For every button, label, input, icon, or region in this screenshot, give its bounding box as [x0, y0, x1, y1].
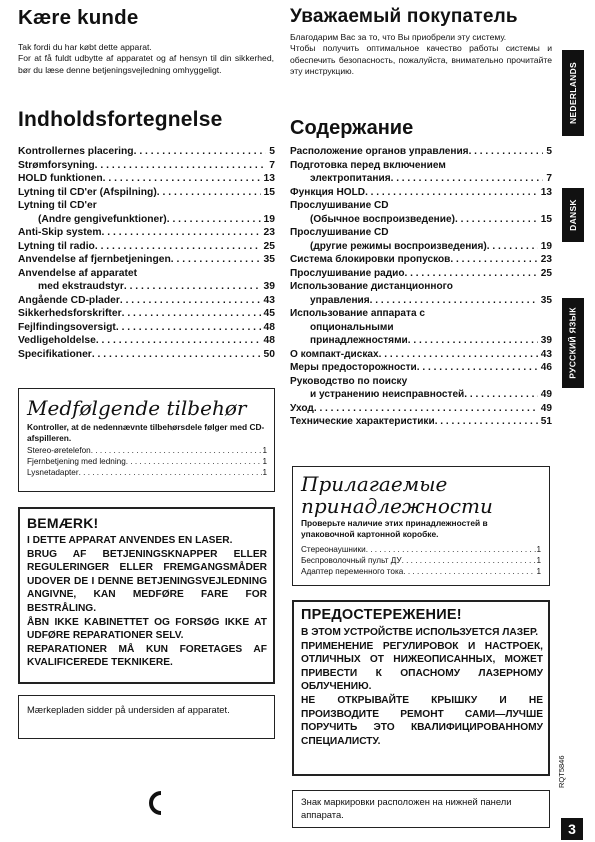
- toc-entry: [290, 253, 552, 267]
- toc-page-number: 50: [263, 348, 275, 360]
- accessory-item: [301, 567, 541, 578]
- accessories-list-da: [27, 446, 267, 478]
- tab-label: РУССКИЙ ЯЗЫК: [568, 307, 578, 379]
- toc-page-number: 25: [263, 240, 275, 252]
- toc-entry-title: Прослушивание радио: [290, 267, 405, 279]
- greeting-line: Tak fordi du har købt dette apparat.: [18, 42, 152, 52]
- warning-line: ÅBN IKKE KABINETTET OG FORSØG IKKE AT UDFØRE REPARATIONER SELV.: [27, 616, 267, 642]
- toc-page-number: 46: [540, 362, 552, 373]
- tab-dansk: [562, 188, 584, 242]
- toc-dots: [116, 321, 261, 335]
- toc-page-number: 39: [540, 335, 552, 346]
- warning-line: ПРИМЕНЕНИЕ РЕГУЛИРОВОК И НАСТРОЕК, ОТЛИЧНЫХ ОТ НИЖЕОПИСАННЫХ, МОЖЕТ ПРИВЕСТИ К ОПАСНОМУ ЛАЗЕРНОМУ ОБЛУЧЕНИЮ.: [301, 640, 543, 693]
- toc-entry-title: Использование дистанционного: [290, 281, 453, 292]
- toc-entry-title: Angående CD-plader: [18, 294, 120, 306]
- toc-dots: [103, 172, 261, 186]
- tab-label: NEDERLANDS: [568, 61, 578, 125]
- toc-entry-title: Расположение органов управления: [290, 146, 469, 157]
- toc-entry: [18, 321, 275, 335]
- toc-page-number: 19: [540, 240, 552, 252]
- greeting-line: Чтобы получить оптимальное качество работы системы и обеспечить безопасность, пожалуйста, внимательно прочитайте эту инструкцию.: [290, 43, 552, 77]
- accessory-qty: 1: [262, 456, 267, 466]
- toc-dots: [435, 415, 538, 429]
- toc-entry-title: Anvendelse af fjernbetjeningen: [18, 254, 171, 265]
- toc-entry-title: Anvendelse af apparatet: [18, 267, 138, 279]
- greeting-title-da: Kære kunde: [18, 6, 139, 29]
- toc-entry: [290, 348, 552, 362]
- toc-page-number: 13: [263, 173, 275, 184]
- toc-entry: [18, 253, 275, 267]
- accessories-box-da: [18, 388, 275, 492]
- accessory-name: Стереонаушники: [301, 545, 366, 554]
- toc-entry: [18, 280, 275, 294]
- toc-dots: [417, 361, 538, 375]
- toc-entry: [290, 294, 552, 308]
- accessory-name: Stereo-øretelefon: [27, 446, 91, 455]
- label-note-ru: Знак маркировки расположен на нижней панели аппарата.: [301, 796, 512, 820]
- toc-entry-subtitle: опциональными: [310, 321, 394, 333]
- toc-page-number: 43: [263, 294, 275, 306]
- toc-dots: [391, 172, 544, 186]
- accessory-item: [27, 446, 267, 457]
- toc-page-number: 48: [263, 335, 275, 346]
- toc-entry-subtitle: электропитания: [310, 173, 391, 184]
- greeting-line: Благодарим Вас за то, что Вы приобрели эту систему.: [290, 32, 507, 42]
- warning-line: BRUG AF BETJENINGSKNAPPER ELLER REGULERINGER ELLER FREMGANGSMÅDER UDOVER DE I DENNE BETJENINGSVEJLEDNING ANGIVNE, KAN MEDFØRE FARE FOR BESTRÅLING.: [27, 548, 267, 614]
- toc-entry: [18, 294, 275, 308]
- toc-entry: [290, 240, 552, 254]
- toc-page-number: 13: [540, 186, 552, 198]
- toc-entry: [290, 361, 552, 375]
- warning-line: I DETTE APPARAT ANVENDES EN LASER.: [27, 535, 233, 546]
- toc-entry-title: Система блокировки пропусков: [290, 254, 451, 265]
- toc-entry: [290, 334, 552, 348]
- toc-entry-title: Anti-Skip system: [18, 227, 102, 238]
- greeting-title-ru: Уважаемый покупатель: [290, 6, 518, 27]
- toc-page-number: 49: [540, 389, 552, 400]
- accessory-item: [301, 556, 541, 567]
- warning-box-ru: [292, 600, 550, 776]
- toc-page-number: 5: [546, 146, 552, 157]
- toc-page-number: 15: [540, 213, 552, 225]
- accessory-qty: 1: [536, 555, 541, 565]
- accessory-dots: [402, 556, 537, 567]
- toc-entry-title: Уход: [290, 402, 314, 414]
- toc-dots: [365, 186, 538, 200]
- toc-entry-title: Kontrollernes placering: [18, 146, 134, 157]
- warning-title-ru: ПРЕДОСТЕРЕЖЕНИЕ!: [301, 607, 462, 623]
- toc-entry: [290, 267, 552, 281]
- accessory-qty: 1: [262, 446, 267, 455]
- toc-entry-title: Sikkerhedsforskrifter: [18, 308, 122, 319]
- toc-page-number: 45: [263, 308, 275, 319]
- toc-page-number: 35: [263, 254, 275, 265]
- toc-page-number: 35: [540, 294, 552, 306]
- toc-ru: [290, 145, 552, 429]
- accessory-name: Fjernbetjening med ledning: [27, 456, 126, 466]
- toc-entry: [290, 186, 552, 200]
- toc-entry-title: Прослушивание CD: [290, 227, 389, 238]
- accessory-qty: 1: [536, 545, 541, 554]
- toc-entry-subtitle: принадлежностями: [310, 335, 408, 346]
- toc-dots: [487, 240, 538, 254]
- toc-dots: [122, 307, 261, 321]
- toc-entry: [290, 402, 552, 416]
- toc-da: [18, 145, 275, 361]
- toc-dots: [95, 159, 267, 173]
- toc-entry-title: Технические характеристики: [290, 416, 435, 427]
- accessories-intro-da: Kontroller, at de nedennævnte tilbehørsdele følger med CD-afspilleren.: [27, 422, 265, 443]
- toc-dots: [408, 334, 538, 348]
- toc-entry: [290, 415, 552, 429]
- toc-page-number: 7: [546, 173, 552, 184]
- accessory-name: Беспроволочный пульт ДУ: [301, 555, 402, 565]
- toc-entry: [18, 226, 275, 240]
- toc-page-number: 25: [540, 267, 552, 279]
- warning-body-ru: [301, 626, 543, 748]
- accessory-item: [27, 468, 267, 479]
- toc-entry-title: Использование аппарата с: [290, 308, 426, 319]
- toc-entry-title: Меры предосторожности: [290, 362, 417, 373]
- accessory-dots: [126, 457, 263, 468]
- toc-dots: [370, 294, 538, 308]
- accessory-item: [301, 545, 541, 556]
- accessory-name: Адаптер переменного тока: [301, 566, 404, 576]
- toc-dots: [120, 294, 261, 308]
- toc-page-number: 51: [540, 416, 552, 427]
- warning-line: REPARATIONER MÅ KUN FORETAGES AF KVALIFICEREDE TEKNIKERE.: [27, 643, 267, 669]
- tab-nederlands: [562, 50, 584, 136]
- toc-page-number: 19: [263, 213, 275, 225]
- toc-page-number: 39: [263, 281, 275, 292]
- tab-russkiy: [562, 298, 584, 388]
- toc-dots: [455, 213, 538, 227]
- toc-entry: [18, 334, 275, 348]
- toc-page-number: 5: [269, 146, 275, 157]
- toc-dots: [469, 145, 544, 159]
- toc-entry: [290, 145, 552, 159]
- toc-page-number: 15: [263, 186, 275, 198]
- page-number: 3: [561, 818, 583, 840]
- toc-dots: [450, 253, 537, 267]
- toc-entry: [290, 172, 552, 186]
- warning-title-da: BEMÆRK!: [27, 515, 99, 531]
- accessory-dots: [91, 446, 263, 457]
- toc-entry-title: Fejlfindingsoversigt: [18, 321, 116, 333]
- toc-entry: [18, 348, 275, 362]
- toc-dots: [379, 348, 538, 362]
- toc-entry-title: Vedligeholdelse: [18, 335, 96, 346]
- toc-entry-title: Функция HOLD: [290, 186, 366, 198]
- toc-dots: [171, 253, 261, 267]
- accessories-box-ru: [292, 466, 550, 586]
- toc-dots: [405, 267, 538, 281]
- toc-entry-title: Lytning til CD'er: [18, 200, 97, 211]
- toc-dots: [124, 280, 261, 294]
- toc-entry: [18, 172, 275, 186]
- toc-entry: [18, 145, 275, 159]
- toc-dots: [167, 213, 261, 227]
- toc-dots: [157, 186, 261, 200]
- toc-entry: [290, 213, 552, 227]
- label-note-box-da: [18, 695, 275, 739]
- toc-entry-title: О компакт-дисках: [290, 348, 379, 360]
- accessory-item: [27, 457, 267, 468]
- accessory-dots: [403, 567, 536, 578]
- toc-entry-title: Прослушивание CD: [290, 200, 389, 211]
- toc-entry: [290, 388, 552, 402]
- warning-line: В ЭТОМ УСТРОЙСТВЕ ИСПОЛЬЗУЕТСЯ ЛАЗЕР.: [301, 627, 539, 638]
- accessory-dots: [366, 545, 537, 556]
- toc-page-number: 23: [263, 227, 275, 238]
- toc-dots: [464, 388, 538, 402]
- toc-dots: [95, 240, 261, 254]
- toc-entry-subtitle: управления: [310, 294, 370, 306]
- toc-entry: [18, 240, 275, 254]
- toc-entry-subtitle: (Andre gengivefunktioner): [38, 213, 167, 225]
- tab-label: DANSK: [568, 199, 579, 231]
- toc-page-number: 7: [269, 159, 275, 171]
- toc-entry-subtitle: (другие режимы воспроизведения): [310, 240, 487, 252]
- accessory-qty: 1: [536, 566, 541, 576]
- toc-entry-title: Lytning til radio: [18, 240, 95, 252]
- warning-line: НЕ ОТКРЫВАЙТЕ КРЫШКУ И НЕ ПРОИЗВОДИТЕ РЕМОНТ САМИ—ЛУЧШЕ ПОРУЧИТЬ ЭТО КВАЛИФИЦИРОВАННОМУ СПЕЦИАЛИСТУ.: [301, 694, 543, 747]
- label-note-box-ru: [292, 790, 550, 828]
- toc-entry-subtitle: med ekstraudstyr: [38, 281, 124, 292]
- toc-entry-subtitle: и устранению неисправностей: [310, 389, 465, 400]
- toc-dots: [96, 334, 261, 348]
- toc-entry-title: Specifikationer: [18, 348, 92, 360]
- toc-entry-title: Подготовка перед включением: [290, 159, 446, 171]
- toc-title-ru: Содержание: [290, 117, 414, 139]
- greeting-text-ru: [290, 32, 552, 78]
- label-note-da: Mærkepladen sidder på undersiden af apparatet.: [27, 704, 230, 715]
- accessories-title-line: Прилагаемые: [301, 472, 448, 496]
- toc-entry-title: HOLD funktionen: [18, 173, 103, 184]
- greeting-text-da: [18, 42, 274, 76]
- accessories-title-da: Medfølgende tilbehør: [27, 396, 247, 420]
- greeting-line: For at få fuldt udbytte af apparatet og af hensyn til din sikkerhed, bør du læse denne betjeningsvejledning omhyggeligt.: [18, 53, 274, 75]
- toc-entry: [18, 213, 275, 227]
- accessory-name: Lysnetadapter: [27, 467, 79, 477]
- accessory-dots: [79, 468, 263, 479]
- toc-entry-subtitle: (Обычное воспроизведение): [310, 213, 455, 225]
- toc-entry-title: Руководство по поиску: [290, 375, 408, 387]
- accessories-intro-ru: Проверьте наличие этих принадлежностей в упаковочной картонной коробке.: [301, 518, 488, 539]
- accessories-list-ru: [301, 545, 541, 577]
- toc-dots: [102, 226, 261, 240]
- toc-entry-title: Lytning til CD'er (Afspilning): [18, 186, 157, 198]
- toc-title-da: Indholdsfortegnelse: [18, 108, 223, 131]
- doc-code: RQT5846: [557, 755, 566, 788]
- toc-page-number: 43: [540, 348, 552, 360]
- accessories-title-line: принадлежности: [301, 494, 493, 518]
- accessory-qty: 1: [262, 467, 267, 477]
- toc-entry-title: Strømforsyning: [18, 159, 95, 171]
- warning-box-da: [18, 507, 275, 684]
- toc-dots: [92, 348, 261, 362]
- toc-entry: [18, 186, 275, 200]
- accessories-title-ru: [301, 473, 493, 517]
- toc-dots: [134, 145, 267, 159]
- toc-page-number: 23: [540, 254, 552, 265]
- toc-entry: [18, 159, 275, 173]
- warning-body-da: [27, 534, 267, 670]
- ce-mark-icon: [144, 790, 166, 816]
- toc-page-number: 48: [263, 321, 275, 333]
- toc-dots: [314, 402, 538, 416]
- toc-entry: [18, 307, 275, 321]
- toc-page-number: 49: [540, 402, 552, 414]
